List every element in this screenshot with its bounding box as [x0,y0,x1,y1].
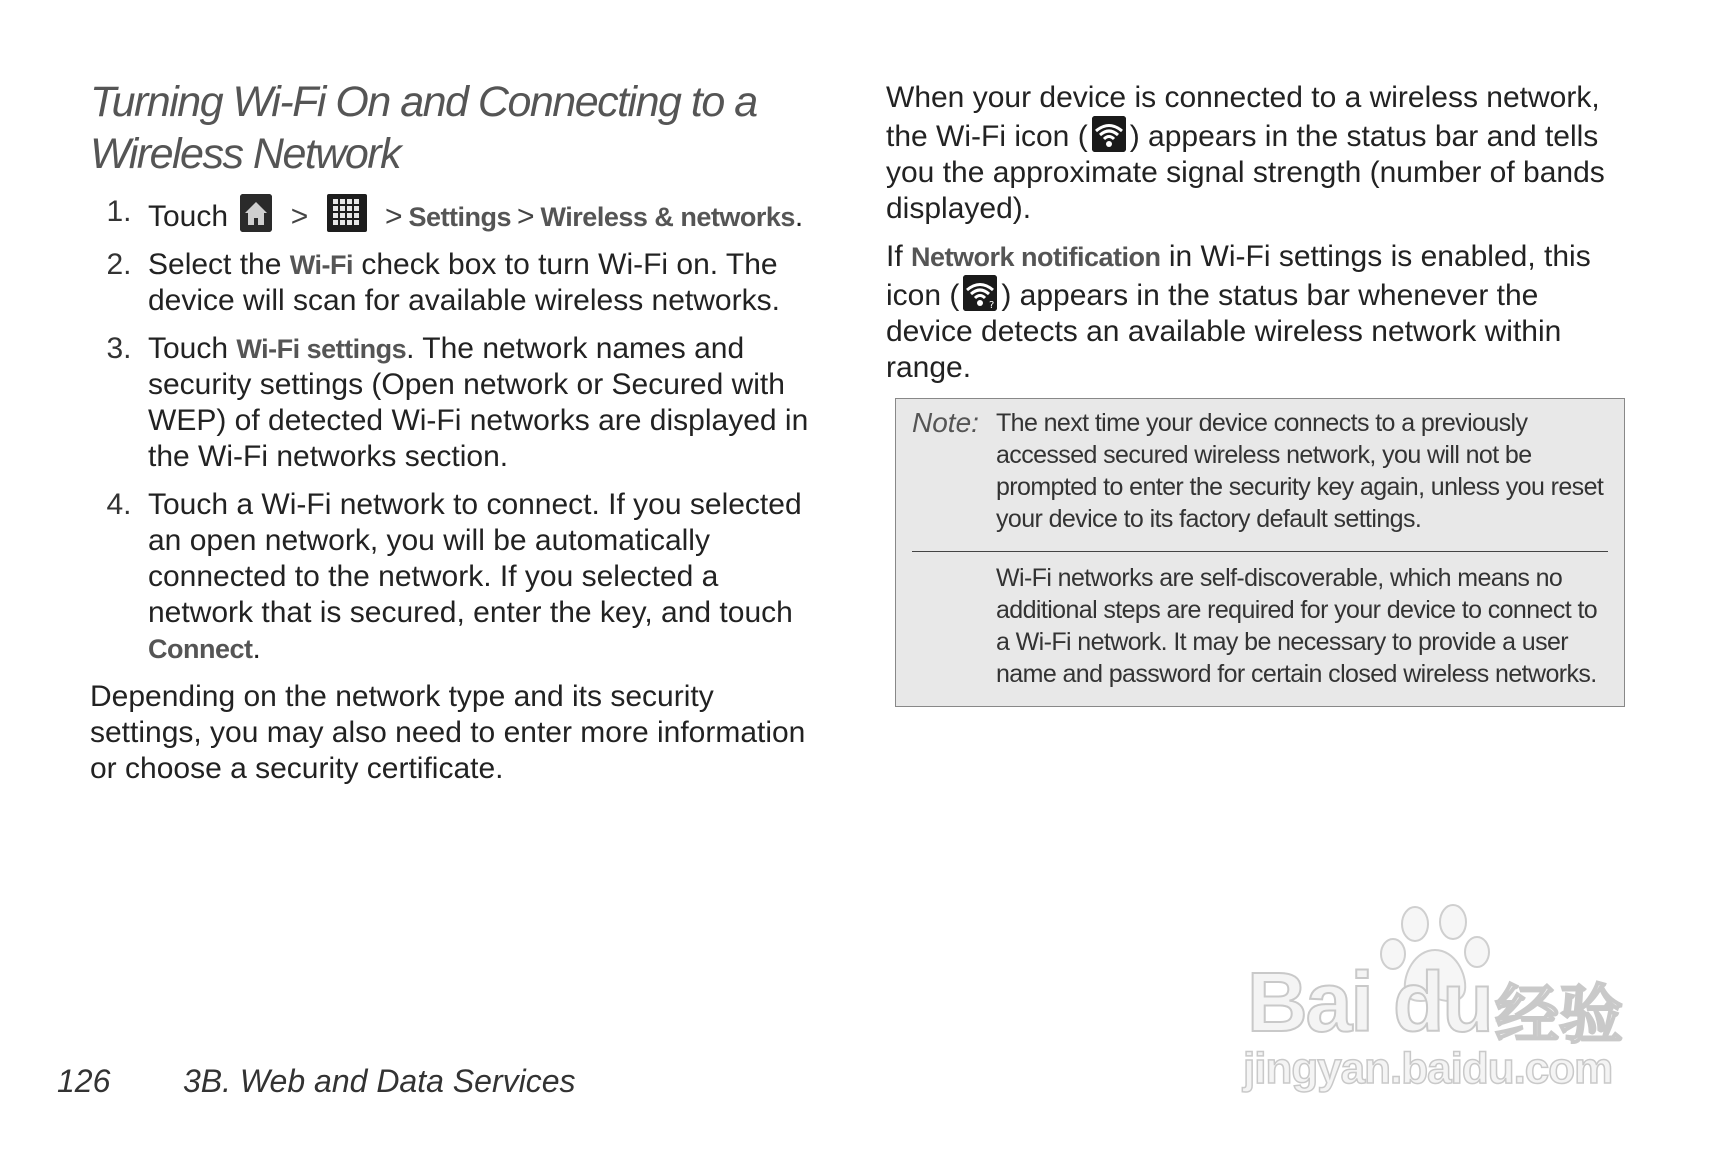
note-row [912,407,1608,535]
note-row [912,562,1608,690]
step-punct: . [794,200,804,233]
paragraph-text: in Wi-Fi settings is enabled, this icon ( [886,240,1591,312]
note-label-spacer [912,562,996,690]
svg-text:?: ? [989,300,995,311]
left-column [90,76,830,799]
step-number: 1. [106,195,132,228]
page-number: 126 [57,1063,111,1099]
step-text: Touch a Wi-Fi network to connect. If you selected an open network, you will be automatically connected to the network. If you selected a network that is secured, enter the key, and touch [148,488,802,629]
step-body [148,487,830,667]
step-body [148,247,830,319]
wifi-icon-paragraph [886,80,1626,227]
note-box [895,398,1625,707]
paragraph-text: ) appears in the status bar and tells you the approximate signal strength (number of bands displayed). [886,120,1605,225]
step-number: 2. [106,248,132,281]
separator: > [384,200,403,233]
section-title [90,76,830,180]
note-label: Note: [912,407,979,438]
step-2 [90,247,830,319]
steps-list [90,194,830,667]
note-text: Wi-Fi networks are self-discoverable, which means no additional steps are required for your device to connect to a Wi-Fi network. It may be necessary to provide a user name and password for certain closed wireless networks. [996,564,1598,688]
separator: > [517,200,535,233]
wifi-settings-keyword: Wi-Fi settings [236,334,407,364]
paragraph-text: ) appears in the status bar whenever the device detects an available wireless network within range. [886,279,1562,384]
paragraph-text: If [886,240,912,273]
wireless-networks-keyword: Wireless & networks [540,202,795,232]
section-title-line2: Wireless Network [90,130,401,178]
step-4 [90,487,830,667]
wifi-notification-icon [963,275,997,311]
note-text: The next time your device connects to a previously accessed secured wireless network, you will not be prompted to enter the security key again, unless you reset your device to its factory default settings. [996,409,1604,533]
apps-grid-icon [327,194,367,232]
wifi-icon [1092,116,1126,152]
watermark-brand: Bai du [1247,955,1492,1049]
watermark-url: jingyan.baidu.com [1243,1044,1613,1093]
separator: > [290,200,309,233]
note-divider [912,551,1608,552]
step-body [148,331,830,475]
home-icon [240,194,272,232]
wifi-keyword: Wi-Fi [289,250,353,280]
connect-keyword: Connect [148,634,253,664]
section-title-line1: Turning Wi-Fi On and Connecting to a [90,78,757,126]
depending-paragraph: Depending on the network type and its security settings, you may also need to enter more information or choose a security certificate. [90,680,806,785]
step-number: 3. [106,332,132,365]
step-1 [90,194,830,235]
step-text: Touch [148,200,229,233]
step-number: 4. [106,488,132,521]
step-text: Touch [148,332,237,365]
step-punct: . [252,632,261,665]
step-text: Select the [148,248,290,281]
paragraph-text: When your device is connected to a wireless network, the Wi-Fi icon ( [886,81,1600,153]
step-text: check box to turn Wi-Fi on. The device will scan for available wireless networks. [148,248,780,317]
network-notification-paragraph [886,239,1626,386]
step-3 [90,331,830,475]
settings-keyword: Settings [408,202,512,232]
step-text: . The network names and security settings (Open network or Secured with WEP) of detected Wi-Fi networks are displayed in the Wi-Fi networks section. [148,332,809,473]
network-notification-keyword: Network notification [911,242,1161,272]
watermark-cn: 经验 [1495,979,1623,1051]
footer-section-title: 3B. Web and Data Services [183,1063,576,1099]
step-body [148,194,830,235]
baidu-watermark [1235,902,1655,1102]
right-column [886,80,1626,707]
